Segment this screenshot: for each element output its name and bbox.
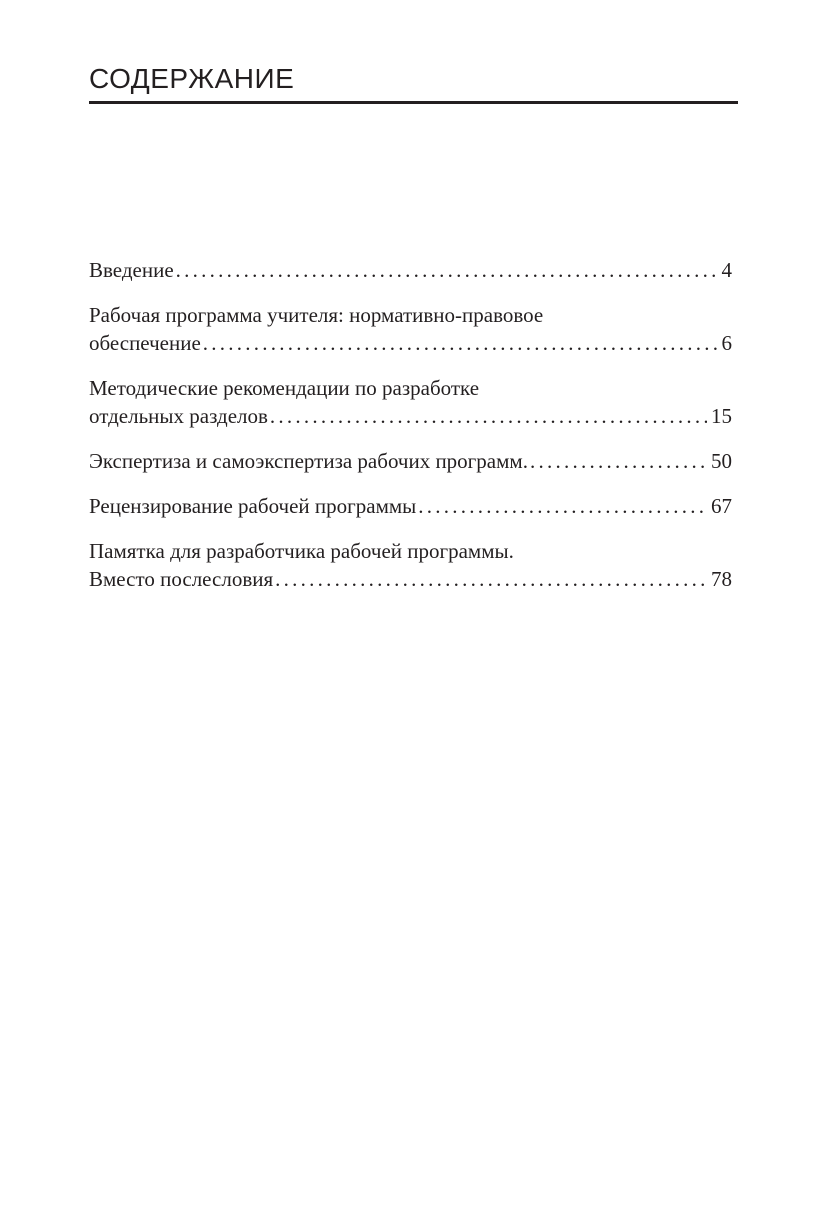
page-title: СОДЕРЖАНИЕ (89, 63, 295, 94)
toc-line (89, 447, 732, 475)
dot-leader (275, 565, 707, 593)
toc-entry-methodical-recommendations[interactable] (89, 374, 732, 430)
toc-entry-title: Памятка для разработчика рабочей программы. (89, 539, 514, 563)
dot-leader (203, 329, 718, 357)
toc-entry-title: Рецензирование рабочей программы (89, 494, 417, 518)
dot-leader (270, 402, 707, 430)
table-of-contents (89, 256, 732, 610)
toc-entry-review[interactable] (89, 492, 732, 520)
toc-line (89, 492, 732, 520)
toc-page-number: 4 (721, 258, 732, 282)
toc-line (89, 402, 732, 430)
title-rule (89, 101, 738, 104)
toc-entry-introduction[interactable] (89, 256, 732, 284)
toc-line (89, 301, 732, 329)
toc-entry-title: Рабочая программа учителя: нормативно-правовое (89, 303, 544, 327)
toc-line (89, 537, 732, 565)
toc-entry-title-continued: отдельных разделов (89, 404, 268, 428)
toc-entry-title: Введение (89, 258, 174, 282)
dot-leader (418, 492, 707, 520)
toc-entry-title: Экспертиза и самоэкспертиза рабочих программ. (89, 449, 528, 473)
toc-entry-title-continued: Вместо послесловия (89, 567, 274, 591)
dot-leader (176, 256, 718, 284)
toc-line (89, 374, 732, 402)
toc-line (89, 329, 732, 357)
toc-entry-expertise[interactable] (89, 447, 732, 475)
toc-entry-title: Методические рекомендации по разработке (89, 376, 480, 400)
toc-line (89, 565, 732, 593)
toc-entry-developer-memo[interactable] (89, 537, 732, 593)
toc-page-number: 78 (711, 567, 732, 591)
toc-page-number: 67 (711, 494, 732, 518)
toc-page-number: 15 (711, 404, 732, 428)
dot-leader (530, 447, 707, 475)
toc-line (89, 256, 732, 284)
toc-page-number: 50 (711, 449, 732, 473)
page-heading (89, 62, 738, 104)
toc-entry-title-continued: обеспечение (89, 331, 201, 355)
toc-entry-legal-framework[interactable] (89, 301, 732, 357)
toc-page-number: 6 (721, 331, 732, 355)
